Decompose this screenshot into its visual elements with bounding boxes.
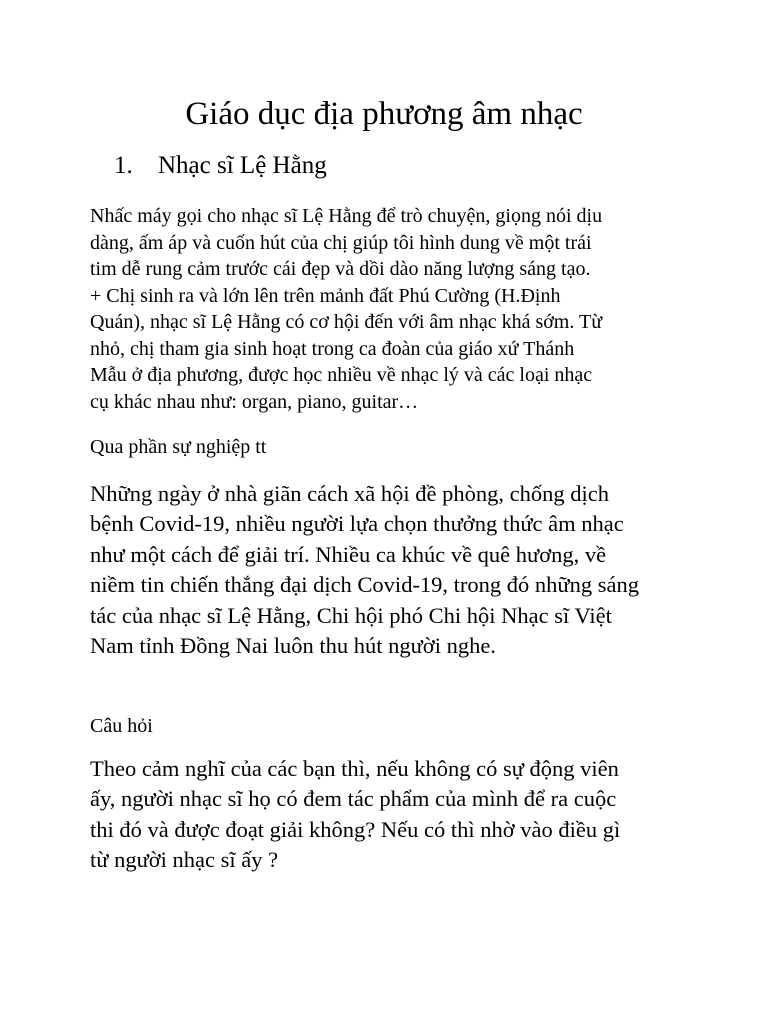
section-number: 1.: [114, 152, 133, 179]
paragraph-line: Nhấc máy gọi cho nhạc sĩ Lệ Hằng để trò chuyện, giọng nói dịu: [90, 205, 603, 227]
document-title: Giáo dục địa phương âm nhạc: [185, 96, 583, 132]
section-heading: [114, 150, 327, 182]
paragraph-line: Nam tỉnh Đồng Nai luôn thu hút người nghe.: [90, 633, 496, 659]
paragraph-line: ấy, người nhạc sĩ họ có đem tác phẩm của mình để ra cuộc: [90, 786, 617, 812]
question-label: Câu hỏi: [90, 715, 153, 737]
paragraph-line: Mẫu ở địa phương, được học nhiều về nhạc lý và các loại nhạc: [90, 364, 593, 386]
paragraph-line: Quán), nhạc sĩ Lệ Hằng có cơ hội đến với âm nhạc khá sớm. Từ: [90, 311, 603, 333]
paragraph-line: cụ khác nhau như: organ, piano, guitar…: [90, 390, 419, 413]
paragraph-line: niềm tin chiến thắng đại dịch Covid-19, trong đó những sáng: [90, 572, 639, 598]
paragraph-line: như một cách để giải trí. Nhiều ca khúc về quê hương, về: [90, 541, 607, 567]
paragraph-line: bệnh Covid-19, nhiều người lựa chọn thưởng thức âm nhạc: [90, 511, 624, 537]
paragraph-line: Theo cảm nghĩ của các bạn thì, nếu không có sự động viên: [90, 756, 619, 781]
paragraph-line: nhỏ, chị tham gia sinh hoạt trong ca đoàn của giáo xứ Thánh: [90, 337, 575, 360]
paragraph-line: tim dễ rung cảm trước cái đẹp và dồi dào năng lượng sáng tạo.: [90, 258, 591, 280]
section-heading-text: Nhạc sĩ Lệ Hằng: [158, 152, 327, 179]
career-note: Qua phần sự nghiệp tt: [90, 436, 267, 458]
covid-paragraph: [90, 479, 639, 661]
intro-paragraph: [90, 203, 602, 415]
paragraph-line: + Chị sinh ra và lớn lên trên mảnh đất Phú Cường (H.Định: [90, 284, 561, 307]
paragraph-line: từ người nhạc sĩ ấy ?: [90, 847, 279, 873]
paragraph-line: tác của nhạc sĩ Lệ Hằng, Chi hội phó Chi hội Nhạc sĩ Việt: [90, 602, 612, 628]
paragraph-line: Những ngày ở nhà giãn cách xã hội đề phòng, chống dịch: [90, 481, 609, 506]
paragraph-line: thi đó và được đoạt giải không? Nếu có thì nhờ vào điều gì: [90, 816, 621, 842]
question-paragraph: [90, 754, 620, 876]
paragraph-line: dàng, ấm áp và cuốn hút của chị giúp tôi hình dung về một trái: [90, 231, 592, 254]
